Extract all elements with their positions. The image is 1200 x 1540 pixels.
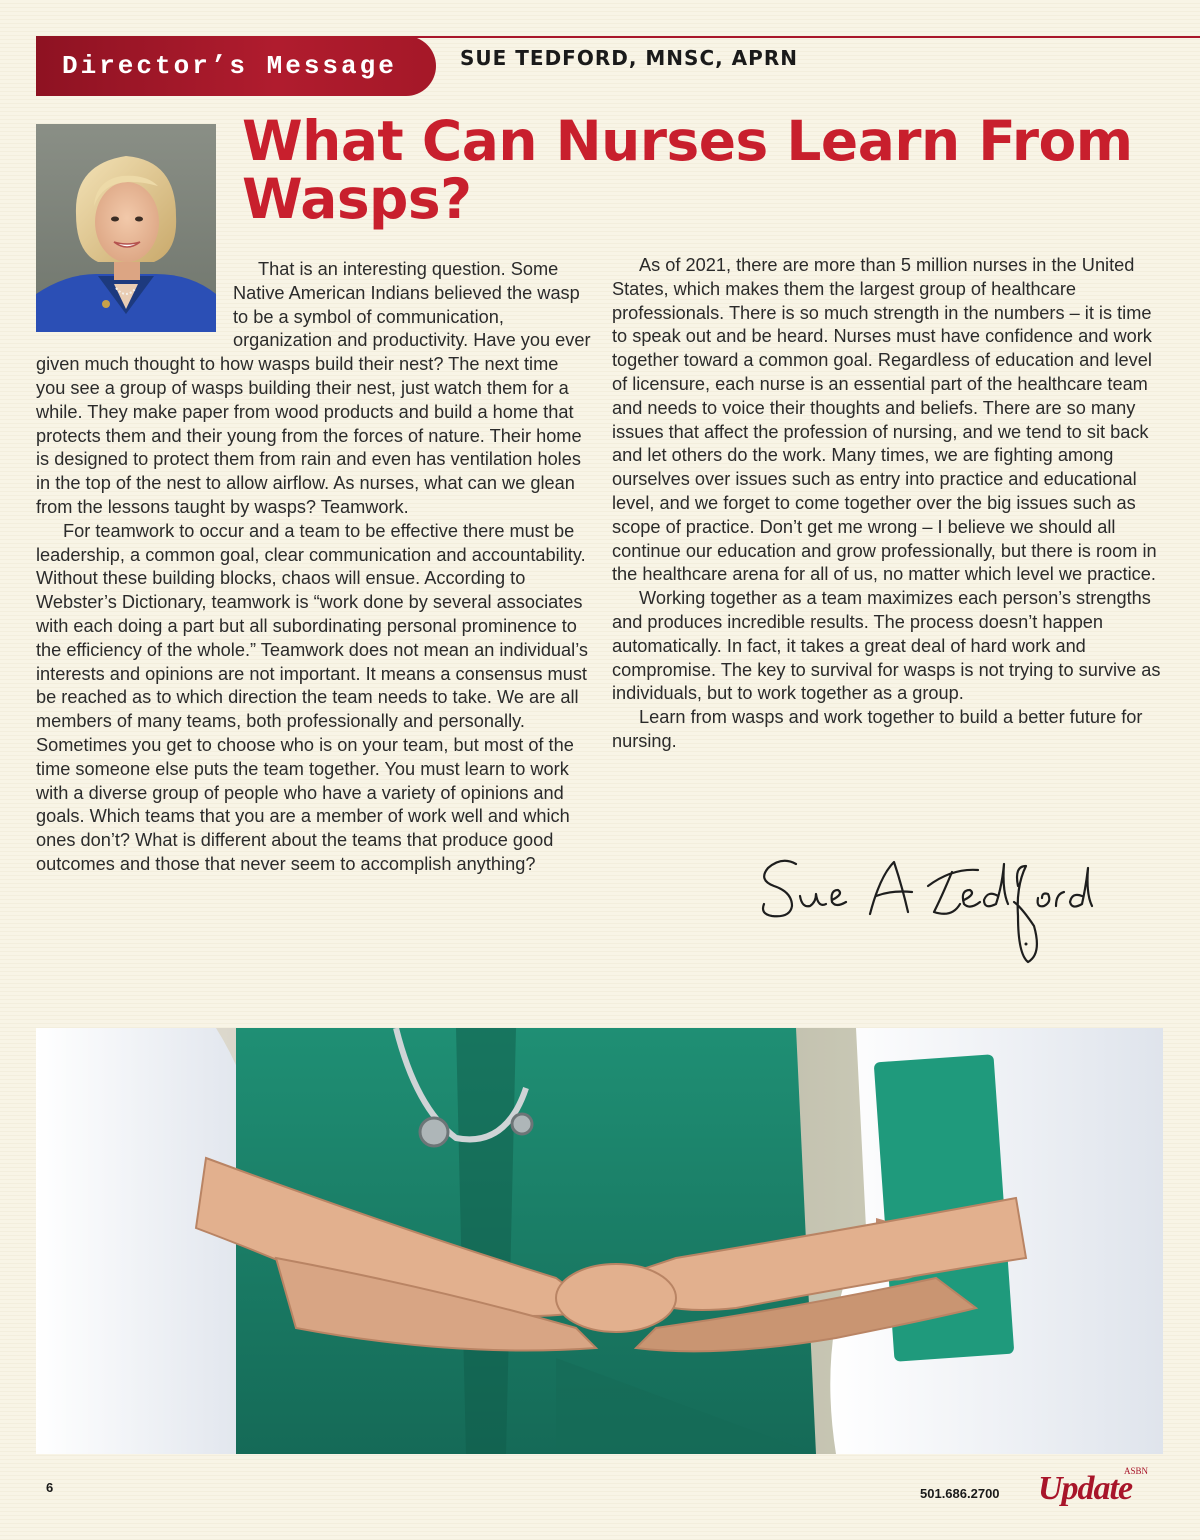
portrait-wrap-spacer [36,258,233,337]
article-paragraph: For teamwork to occur and a team to be effective there must be leadership, a common goal, clear communication and accountability. Without these building blocks, chaos will ensue. According to Webster’s Dictionary, teamwork is “work done by several associates with each doing a part but all subordinating personal prominence to the efficiency of the whole.” Teamwork does not mean an individual’s interests and opinions are not important. It means a consensus must be reached as to which direction the team needs to take. We are all members of many teams, both professionally and personally. Sometimes you get to choose who is on your team, but most of the time someone else puts the team together. You must learn to work with a diverse group of people who have a variety of opinions and goals. Which teams that you are a member of work well and which ones don’t? What is different about the teams that produce good outcomes and those that never seem to accomplish anything? [36,520,589,874]
page-number: 6 [46,1480,54,1495]
author-byline: SUE TEDFORD, MNSC, APRN [460,46,798,70]
logo-small-text: ASBN [1123,1466,1148,1476]
section-label: Director’s Message [62,51,397,81]
section-tab [36,36,436,96]
logo-main-text: Update [1038,1470,1133,1507]
article-paragraph: As of 2021, there are more than 5 million nurses in the United States, which makes them the largest group of healthcare professionals. There is so much strength in the numbers – it is time to speak out and be heard. Nurses must have confidence and work together toward a common goal. Regardless of education and level of licensure, each nurse is an essential part of the healthcare team and needs to voice their thoughts and beliefs. There are so many issues that affect the profession of nursing, and we tend to sit back and let others do the work. Many times, we are fighting among ourselves over issues such as entry into practice and educational level, and we forget to come together over the big issues such as scope of practice. Don’t get me wrong – I believe we should all continue our education and grow professionally, but there is room in the healthcare arena for all of us, no matter which level we practice. [612,255,1157,585]
contact-phone: 501.686.2700 [920,1486,1000,1501]
article-paragraph: Learn from wasps and work together to build a better future for nursing. [612,707,1143,751]
author-signature [752,846,1112,966]
asbn-update-logo [1034,1466,1166,1506]
team-hands-photo [36,1028,1163,1454]
article-paragraph: Working together as a team maximizes each person’s strengths and produces incredible results. The process doesn’t happen automatically. In fact, it takes a great deal of hard work and compromise. The key to survival for wasps is not trying to survive as individuals, but to work together as a group. [612,588,1161,704]
article-title: What Can Nurses Learn From Wasps? [242,109,1133,231]
article-paragraph: That is an interesting question. Some Native American Indians believed the wasp to be a symbol of communication, organization and productivity. Have you ever given much thought to how wasps build their nest? The next time you see a group of wasps building their nest, just watch them for a while. They make paper from wood products and build a home that protects them and their young from the forces of nature. Their home is designed to protect them from rain and even has ventilation holes in the top of the nest to allow airflow. As nurses, what can we glean from the lessons taught by wasps? Teamwork. [36,259,591,517]
article-left-column [36,258,592,877]
article-right-column [612,254,1168,754]
